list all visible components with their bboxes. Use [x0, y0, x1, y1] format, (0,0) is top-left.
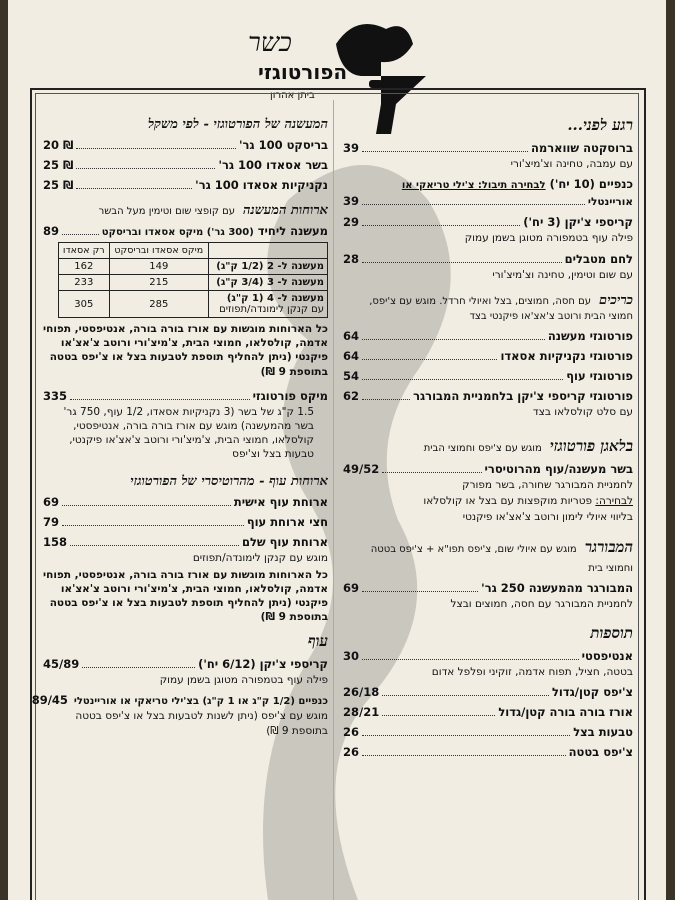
menu-item: המבורגר מהמעשנה 250 גר' 69: [343, 581, 633, 596]
menu-item: פורטוגזי מעשנה 64: [343, 328, 633, 343]
menu-item: טבעות בצל 26: [343, 724, 633, 739]
table-row: מעשנה ל- 3 (3/4 ק"ג) 215 233: [59, 275, 328, 291]
table-row: מעשנה ל- 2 (1/2 ק"ג) 149 162: [59, 259, 328, 275]
restaurant-city: ביתן אהרון: [270, 90, 315, 101]
menu-item: ברוסקטה שווארמה 39: [343, 141, 633, 155]
item-desc: עם סלט קולסלאו בצד: [532, 405, 633, 418]
item-desc: פילה עוף בטמפורה מטוגן בשמן עמוק: [464, 232, 633, 245]
menu-item: ארוחת עוף אישית 69: [43, 495, 328, 510]
menu-item: חצי ארוחת עוף 79: [43, 515, 328, 530]
right-column: [343, 110, 633, 759]
item-desc: עם עמבה, טחינה וצ'מיצ'ורי: [510, 158, 633, 170]
smokehouse-price-table: [58, 242, 328, 318]
menu-page: [8, 0, 666, 900]
item-desc: לחמניית המבורגר שחורה, בשר מפורק: [462, 478, 633, 491]
restaurant-name: הפורטוגזי: [258, 60, 348, 84]
menu-item: לחם מטבלים 28: [343, 251, 633, 266]
menu-item: צ'יפס קטן/גדול 26/18: [343, 684, 633, 699]
menu-item: אנטיפסטי 30: [343, 648, 633, 663]
section-title-extras: תוספות: [590, 623, 633, 642]
item-desc: מוגש עם צ'יפס (ניתן לשנות לטבעות בצל או צ'יפס בטטה בתוספת 9 ₪): [75, 710, 328, 737]
kosher-label: כשר: [248, 28, 292, 58]
menu-item: בשר אסאדו 100 גר' 25 ₪: [43, 158, 328, 172]
item-desc: פילה עוף בטמפורה מטוגן בשמן עמוק: [159, 674, 328, 687]
menu-item: ארוחת עוף שלם 158: [43, 535, 328, 550]
chicken-footnote: כל הארוחות מוגשות עם אורז בורה בורה, אנטיפסטי, תפוחי אדמה, קולסלאו, חמוצי הבית, צ'מיצ'ורי ורוטב צ'אצ'או פיקנטי (ניתן להחליף תוספת לטבעות בצל או צ'יפס בטטה בתוספת 9 ₪): [43, 568, 328, 624]
menu-item: כנפיים (1/2 ק"ג או 1 ק"ג) בצ'ילי טריאקי או אוריינטלי 89/45: [31, 693, 328, 708]
item-desc: בליווי איולי לימון ורוטב צ'אצ'או פיקנטי: [462, 511, 633, 524]
menu-item: קריספי צ'יקן (6/12 יח') 45/89: [43, 657, 328, 672]
item-desc: לחמניית המבורגר עם חסה, חמוצים ובצל: [450, 598, 633, 611]
table-header: [208, 243, 327, 259]
menu-item: מעשנה ליחיד (300 גר') מיקס אסאדו ובריסקט 89: [43, 224, 328, 238]
menu-item: אורז בורה בורה קטן/גדול 28/21: [343, 704, 633, 719]
menu-item: נקניקיות אסאדו 100 גר' 25 ₪: [43, 178, 328, 192]
section-title-smokehouse: המעשנה של הפורטוגזי - לפי משקל: [147, 117, 328, 132]
menu-item: פורטוגזי קריספי צ'יקן בלחמניית המבורגר 62: [343, 388, 633, 403]
item-desc: 1.5 ק"ג של בשר (3 נקניקיות אסאדו, 1/2 עוף, 750 גר' בשר מהמעשנה) מוגש עם אורז בורה בורה, אנטיפסטי, קולסלאו, חמוצי הבית, צ'מיצ'ורי ורוטב צ'אצ'או פיקנטי, טבעות בצל וצ'יפס: [63, 405, 314, 461]
section-title-pitas: כריכיםעם חסה, חמוצים, בצל ואיולי חרדל. מוגש עם צ'יפס, חמוצי הבית ורוטב צ'אצ'או פיקנטי בצד: [369, 292, 633, 322]
menu-item: אוריינטלי 39: [343, 194, 633, 209]
menu-item: פורטוגזי נקניקיות אסאדו 64: [343, 348, 633, 363]
item-desc: עם שום וטימין, טחינה וצ'מיצ'ורי: [492, 268, 633, 281]
section-title-bowl: בלאגן פורטוגזימוגש עם צ'יפס וחמוצי הבית: [423, 436, 633, 455]
menu-item: בריסקט 100 גר' 20 ₪: [43, 138, 328, 152]
section-title-chick: עוף: [307, 632, 328, 651]
table-row: מעשנה ל- 4 (1 ק"ג) עם קנקן לימונדה/תפוזים 285 305: [59, 291, 328, 318]
menu-item: מיקס פורטוגזי 335: [43, 388, 328, 403]
section-title-burger: המבורגרמוגש עם איולי שום, צ'יפס תפו"א + צ'יפס בטטה וחמוצי בית: [370, 538, 633, 575]
left-column: [31, 110, 328, 738]
menu-item: פורטוגזי עוף 54: [343, 368, 633, 383]
item-desc: לבחירה: פטריות מוקפצות עם בצל או קולסלאו: [423, 495, 633, 508]
menu-item: בשר מעשנה/עוף מהרוטיסרי 49/52: [343, 461, 633, 476]
section-title-chicken: ארוחות עוף - מהרוטיסרי של הפורטוגזי: [130, 474, 328, 490]
table-header: מיקס אסאדו ובריסקט: [109, 243, 208, 259]
meals-footnote: כל הארוחות מוגשות עם אורז בורה בורה, אנטיפסטי, תפוחי אדמה, קולסלאו, חמוצי הבית, צ'מיצ'ורי ורוטב צ'אצ'או פיקנטי (ניתן להחליף תוספת לטבעות בצל או צ'יפס בטטה בתוספת 9 ₪): [43, 323, 328, 378]
item-desc: מוגש עם קנקן לימונדה/תפוזים: [192, 552, 328, 565]
section-title-starters: רגע לפני...: [567, 116, 633, 134]
section-title-smokemeals: ארוחות המעשנהעם קופצי שום וטימין מעל הבשר: [98, 203, 328, 218]
table-header: רק אסאדו: [59, 243, 110, 259]
menu-item: קריספי צ'יקן (3 יח') 29: [343, 215, 633, 230]
column-divider: [333, 100, 334, 900]
menu-item: כנפיים (10 יח') לבחירה תיבול: צ'ילי טריאקי או: [401, 177, 633, 192]
menu-item: צ'יפס בטטה 26: [343, 744, 633, 759]
item-desc: בטטה, חציל, תפוח אדמה, זוקיני ופלפל אדום: [431, 665, 633, 678]
